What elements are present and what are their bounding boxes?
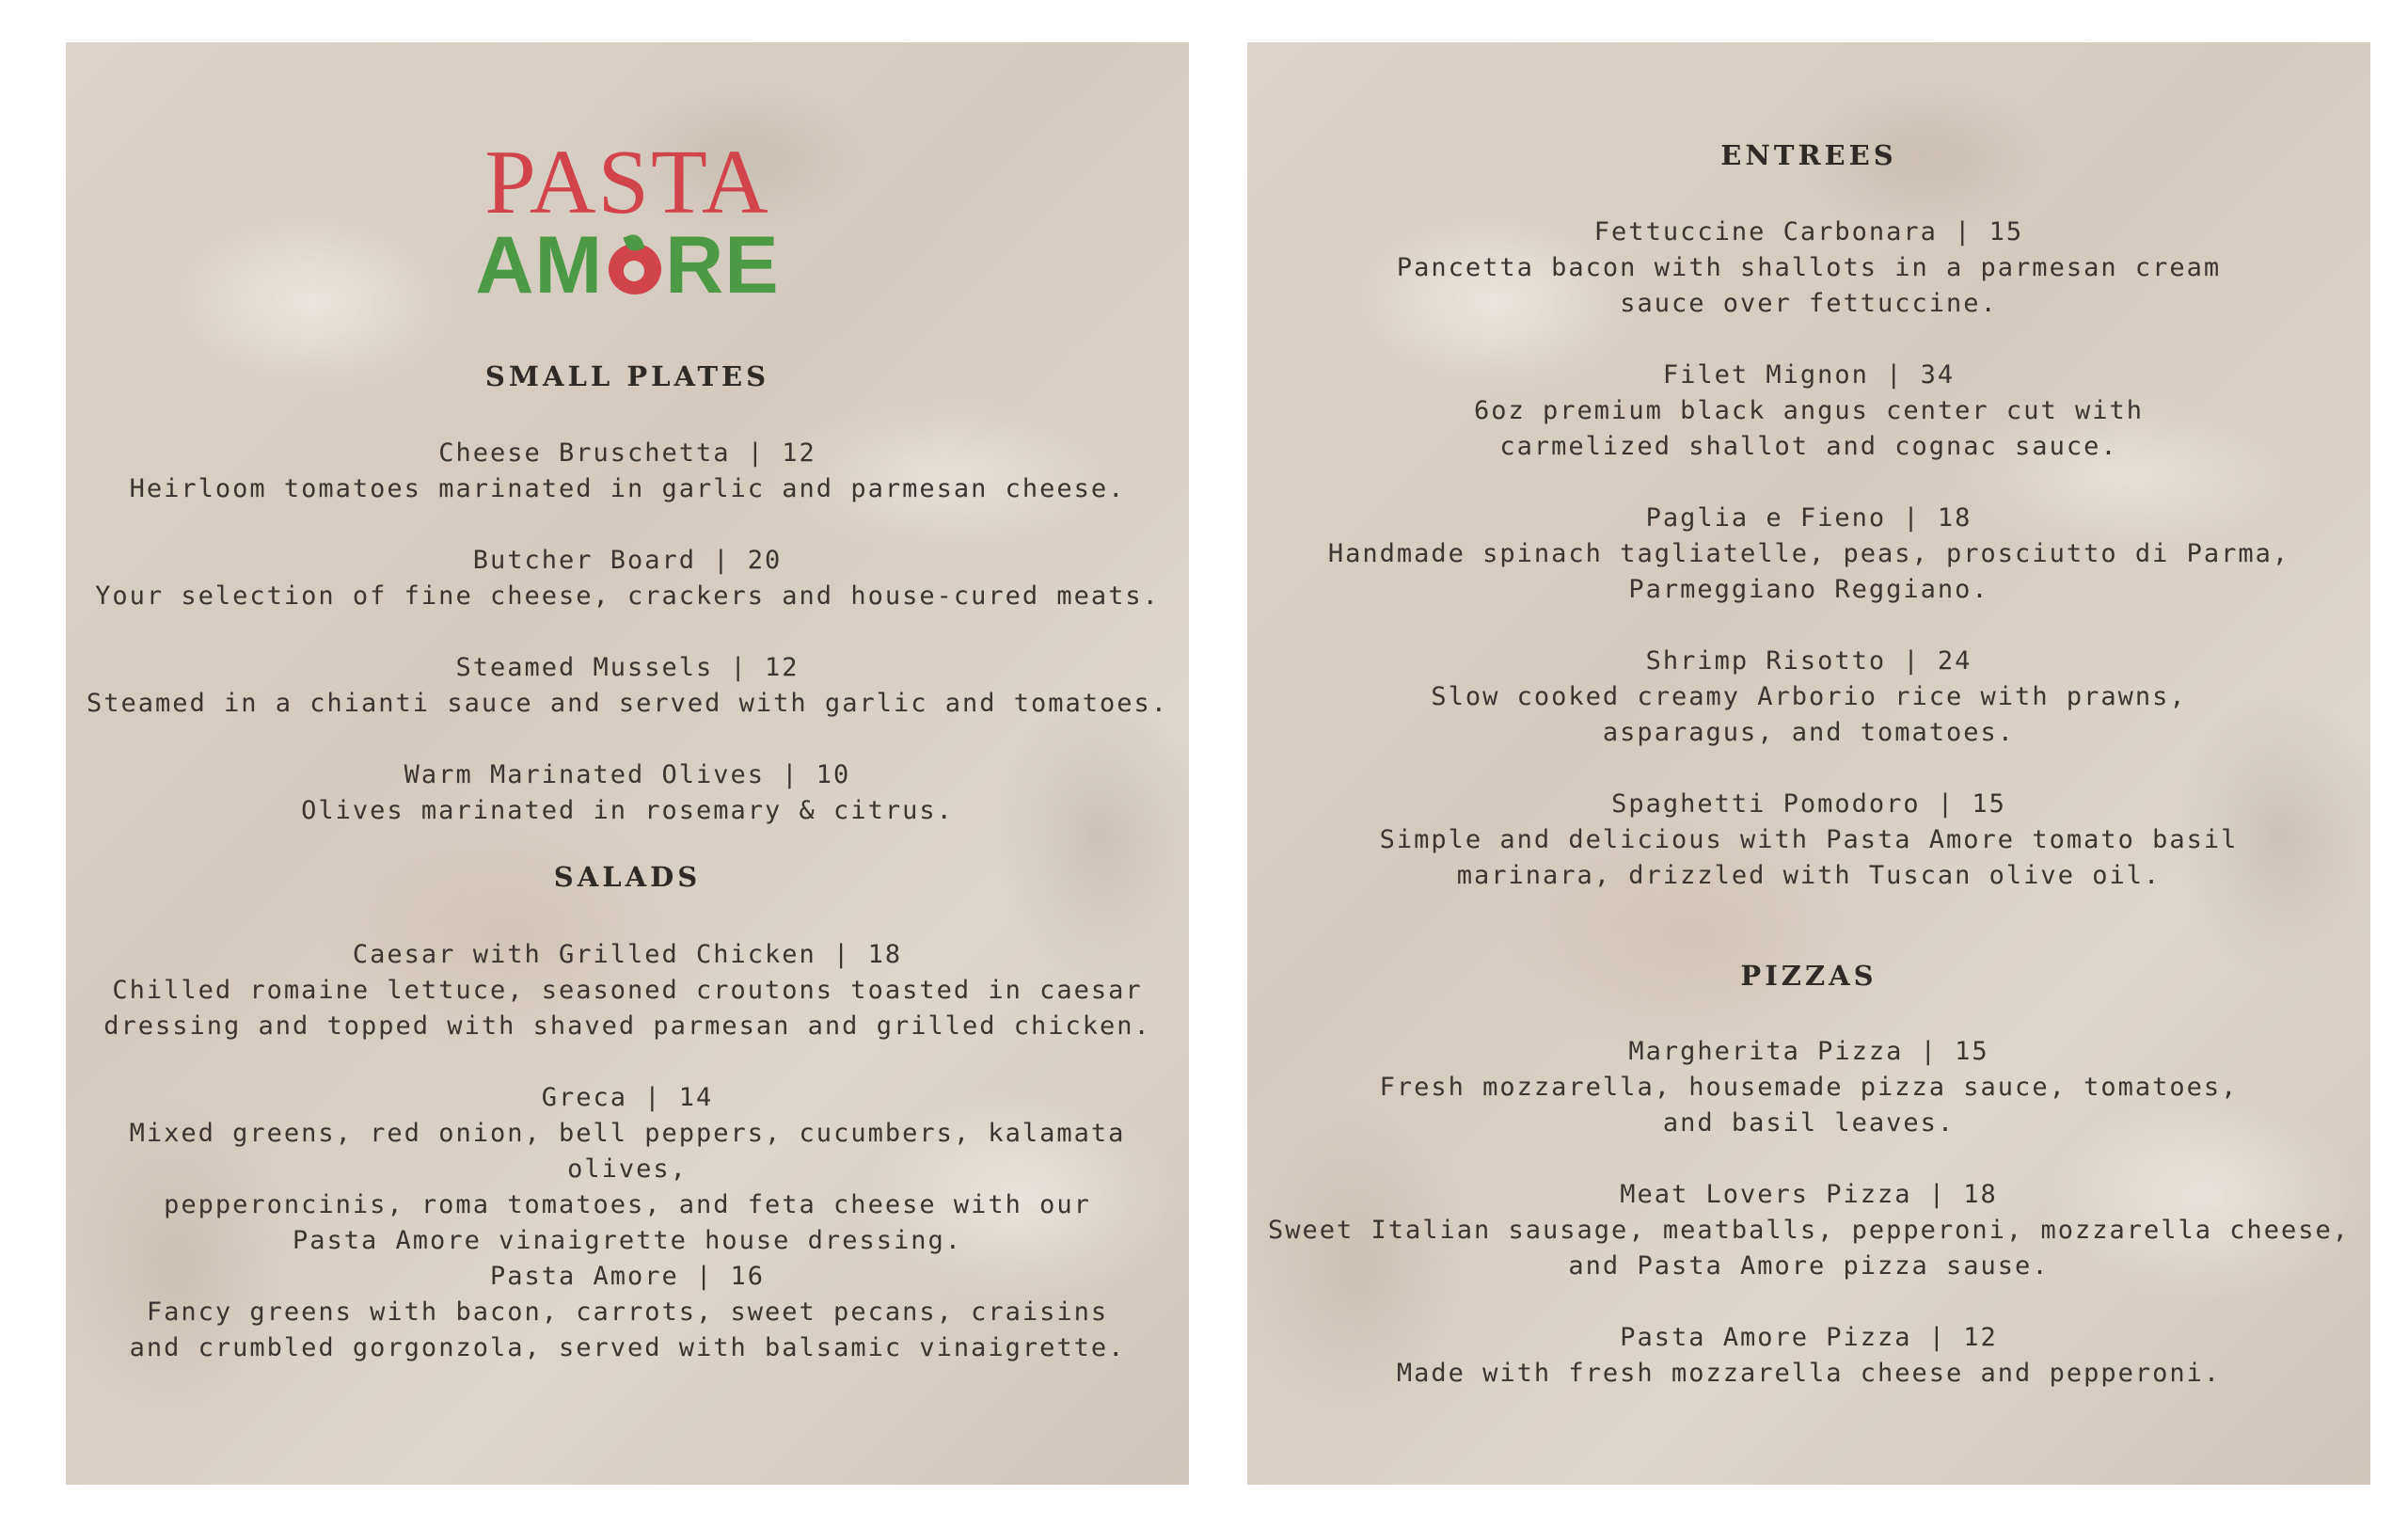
menu-item: [66, 1259, 1189, 1366]
item-name: Pasta Amore | 16: [489, 1262, 766, 1291]
menu-item: [66, 937, 1189, 1044]
item-description: Your selection of fine cheese, crackers and house-cured meats.: [95, 581, 1160, 611]
item-name: Meat Lovers Pizza | 18: [1620, 1180, 1998, 1209]
item-description: Fresh mozzarella, housemade pizza sauce, tomatoes, and basil leaves.: [1379, 1073, 2239, 1138]
menu-item: [66, 650, 1189, 722]
item-name: Warm Marinated Olives | 10: [404, 760, 851, 789]
menu-item: [1247, 358, 2370, 465]
item-name: Fettuccine Carbonara | 15: [1593, 217, 2024, 247]
item-name: Butcher Board | 20: [472, 546, 783, 575]
menu-item: [1247, 501, 2370, 608]
item-description: Sweet Italian sausage, meatballs, pepperoni, mozzarella cheese, and Pasta Amore pizza sause.: [1267, 1216, 2351, 1281]
section-title-salads: SALADS: [553, 861, 702, 893]
menu-item: [66, 757, 1189, 829]
item-description: Pancetta bacon with shallots in a parmesan cream sauce over fettuccine.: [1396, 253, 2222, 318]
item-name: Caesar with Grilled Chicken | 18: [352, 940, 903, 969]
logo-line-1: PASTA: [484, 132, 770, 233]
logo-line-2: AM RE: [475, 220, 780, 310]
menu-item: [1247, 1034, 2370, 1141]
menu-item: [1247, 644, 2370, 751]
item-description: Chilled romaine lettuce, seasoned croutons toasted in caesar dressing and topped with shaved parmesan and grilled chicken.: [103, 976, 1151, 1041]
tomato-icon: [605, 234, 663, 296]
pasta-amore-logo: [66, 132, 1189, 310]
menu-item: [1247, 1320, 2370, 1392]
item-description: 6oz premium black angus center cut with carmelized shallot and cognac sauce.: [1474, 396, 2144, 461]
item-description: Made with fresh mozzarella cheese and pepperoni.: [1396, 1359, 2222, 1388]
section-title-pizzas: PIZZAS: [1740, 960, 1877, 992]
menu-page-right: [1247, 42, 2370, 1485]
item-description: Heirloom tomatoes marinated in garlic and parmesan cheese.: [129, 474, 1126, 503]
menu-item: [66, 436, 1189, 507]
item-name: Spaghetti Pomodoro | 15: [1611, 789, 2006, 819]
item-name: Margherita Pizza | 15: [1628, 1037, 1989, 1066]
item-name: Steamed Mussels | 12: [455, 653, 800, 682]
menu-item: [1247, 1177, 2370, 1284]
item-description: Mixed greens, red onion, bell peppers, cucumbers, kalamata olives, pepperoncinis, roma tomatoes, and feta cheese with our Pasta Amore vinaigrette house dressing.: [129, 1119, 1126, 1255]
menu-item: [1247, 787, 2370, 894]
item-name: Cheese Bruschetta | 12: [438, 438, 816, 468]
item-name: Shrimp Risotto | 24: [1645, 646, 1972, 676]
menu-page-left: [66, 42, 1189, 1485]
item-description: Simple and delicious with Pasta Amore tomato basil marinara, drizzled with Tuscan olive oil.: [1379, 825, 2239, 890]
item-description: Steamed in a chianti sauce and served with garlic and tomatoes.: [86, 689, 1169, 718]
item-description: Fancy greens with bacon, carrots, sweet pecans, craisins and crumbled gorgonzola, served with balsamic vinaigrette.: [129, 1297, 1126, 1362]
item-name: Greca | 14: [541, 1083, 714, 1112]
item-description: Olives marinated in rosemary & citrus.: [301, 796, 954, 825]
menu-item: [1247, 215, 2370, 322]
item-description: Slow cooked creamy Arborio rice with prawns, asparagus, and tomatoes.: [1431, 682, 2187, 747]
menu-item: [66, 1080, 1189, 1259]
section-title-small-plates: SMALL PLATES: [484, 360, 770, 392]
section-title-entrees: ENTREES: [1720, 139, 1897, 171]
item-description: Handmade spinach tagliatelle, peas, prosciutto di Parma, Parmeggiano Reggiano.: [1327, 539, 2290, 604]
menu-item: [66, 543, 1189, 614]
item-name: Filet Mignon | 34: [1662, 360, 1956, 390]
item-name: Paglia e Fieno | 18: [1645, 503, 1972, 533]
item-name: Pasta Amore Pizza | 12: [1620, 1323, 1998, 1352]
